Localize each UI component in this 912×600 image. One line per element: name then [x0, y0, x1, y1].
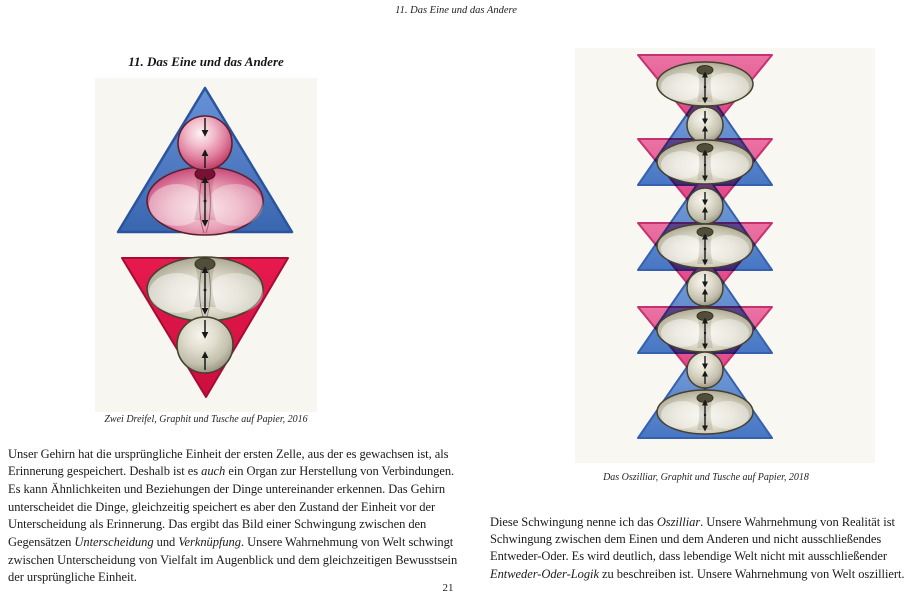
graphite-sphere [687, 188, 723, 224]
artwork-caption-right: Das Oszilliar, Graphit und Tusche auf Papier, 2018 [603, 472, 809, 483]
graphite-sphere [687, 107, 723, 143]
body-paragraph-left: Unser Gehirn hat die ursprüngliche Einheit der ersten Zelle, aus der es gewachsen ist, als Erinnerung gespeichert. Deshalb ist es auch ein Organ zur Herstellung von Verbindungen. Es kann Ähnlichkeiten und Beziehungen der Dinge untereinander erkennen. Das Gehirn unterscheidet die Dinge, gleichzeitig speichert es aber den Zustand der Einheit vor der Unterscheidung als Erinnerung. Das ergibt das Bild einer Schwingung zwischen den Gegensätzen Unterscheidung und Verknüpfung. Unsere Wahrnehmung von Welt schwingt zwischen Unterscheidung von Vielfalt im Augenblick und dem gleichzeitigen Bewusstsein der ursprüngliche Einheit. [8, 446, 458, 585]
running-header: 11. Das Eine und das Andere [395, 5, 517, 16]
artwork-caption-left: Zwei Dreifel, Graphit und Tusche auf Papier, 2016 [104, 414, 308, 425]
graphite-sphere [687, 270, 723, 306]
graphite-sphere [177, 317, 233, 373]
graphite-torus [657, 390, 753, 434]
graphite-torus [657, 62, 753, 106]
pink-torus [147, 167, 263, 235]
graphite-torus [657, 224, 753, 268]
artwork-zwei-dreifel [95, 78, 317, 412]
graphite-torus [657, 308, 753, 352]
graphite-torus [147, 257, 263, 321]
artwork-das-oszilliar [575, 48, 875, 463]
pink-sphere [178, 116, 232, 170]
graphite-sphere [687, 352, 723, 388]
body-paragraph-right: Diese Schwingung nenne ich das Oszilliar. Unsere Wahrnehmung von Realität ist Schwingung zwischen dem Einen und dem Anderen und nicht ausschließendes Entweder-Oder. Es wird deutlich, dass lebendige Welt nicht mit ausschließender Entweder-Oder-Logik zu beschreiben ist. Unsere Wahrnehmung von Welt oszilliert. [490, 514, 905, 581]
graphite-torus [657, 140, 753, 184]
chapter-title: 11. Das Eine und das Andere [128, 54, 284, 69]
page-number: 21 [442, 582, 454, 594]
